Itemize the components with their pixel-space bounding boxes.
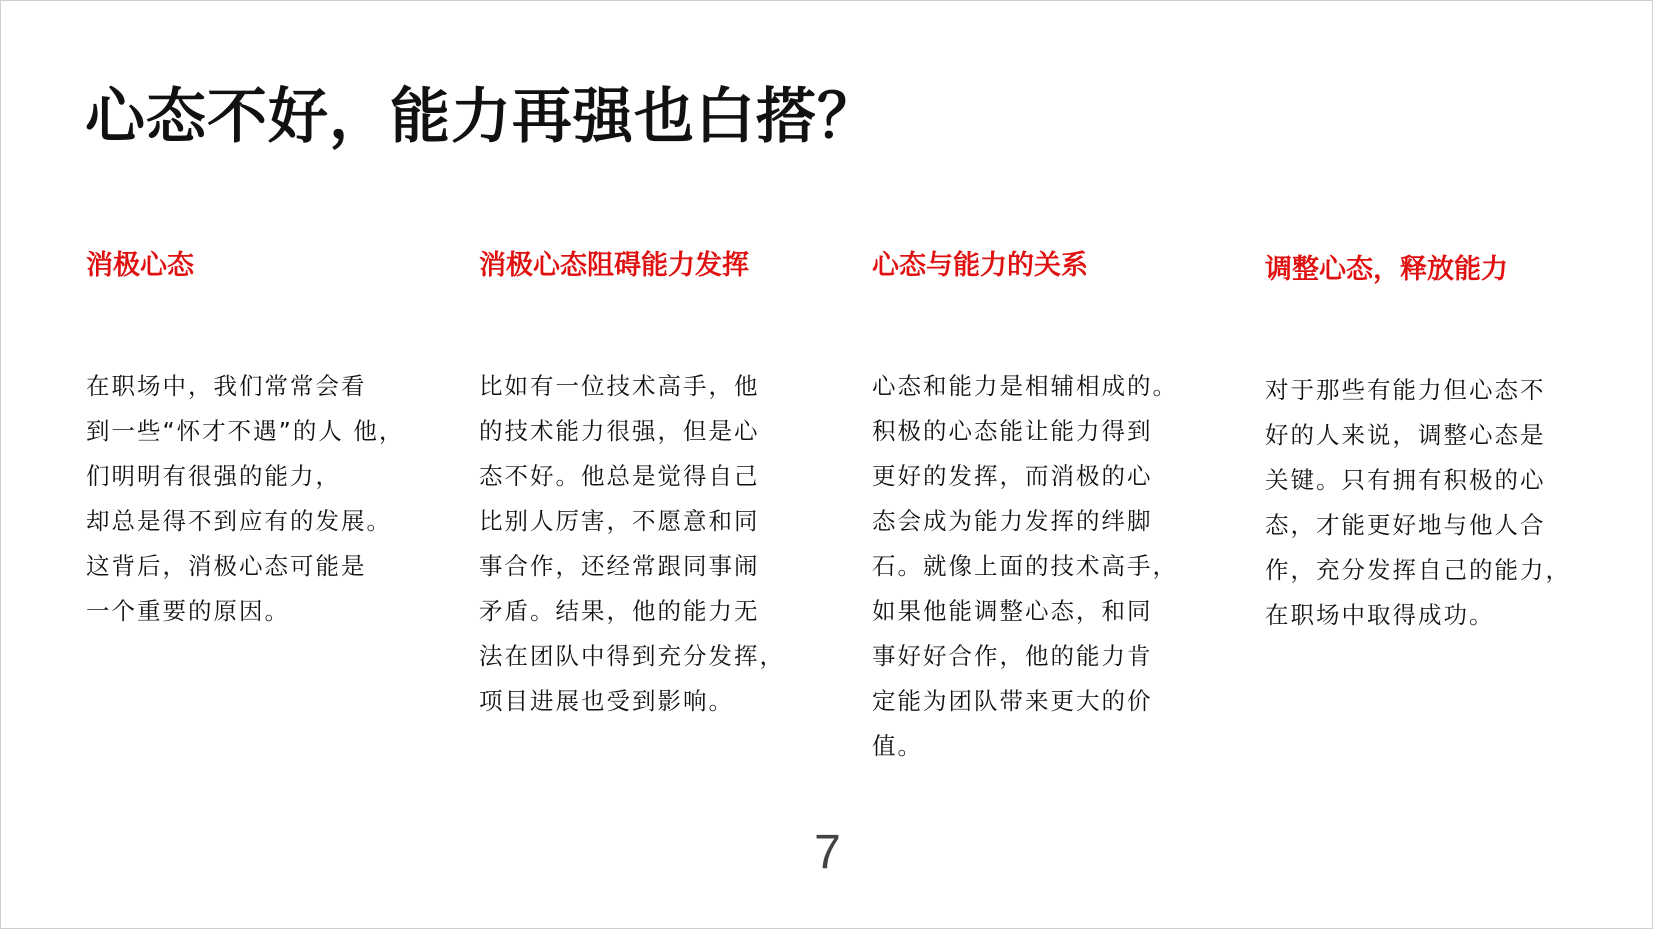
body-line: 作，充分发挥自己的能力， bbox=[1265, 556, 1571, 584]
body-line: 定能为团队带来更大的价 bbox=[872, 687, 1153, 715]
column-body bbox=[86, 364, 434, 634]
column-adjust-mindset bbox=[1265, 245, 1613, 638]
body-line: 项目进展也受到影响。 bbox=[479, 687, 734, 715]
body-line: 矛盾。结果，他的能力无 bbox=[479, 597, 760, 625]
column-heading: 消极心态 bbox=[86, 250, 194, 281]
body-line: 到一些“怀才不遇”的人 他， bbox=[86, 417, 405, 445]
column-heading: 心态与能力的关系 bbox=[872, 250, 1088, 281]
body-line: 态，才能更好地与他人合 bbox=[1265, 511, 1546, 539]
body-line: 在职场中取得成功。 bbox=[1265, 601, 1495, 629]
column-negative-mindset bbox=[86, 245, 434, 634]
body-line: 在职场中，我们常常会看 bbox=[86, 372, 367, 400]
body-line: 更好的发挥，而消极的心 bbox=[872, 462, 1153, 490]
body-line: 事好好合作，他的能力肯 bbox=[872, 642, 1153, 670]
body-line: 比如有一位技术高手，他 bbox=[479, 372, 760, 400]
slide-title: 心态不好，能力再强也白搭？ bbox=[85, 82, 878, 152]
body-line: 心态和能力是相辅相成的。 bbox=[872, 372, 1178, 400]
body-line: 比别人厉害，不愿意和同 bbox=[479, 507, 760, 535]
column-body bbox=[872, 364, 1220, 769]
column-heading: 调整心态，释放能力 bbox=[1265, 254, 1508, 285]
body-line: 们明明有很强的能力， bbox=[86, 462, 341, 490]
body-line: 却总是得不到应有的发展。 bbox=[86, 507, 392, 535]
body-line: 好的人来说，调整心态是 bbox=[1265, 421, 1546, 449]
column-heading: 消极心态阻碍能力发挥 bbox=[479, 250, 749, 281]
body-line: 这背后，消极心态可能是 bbox=[86, 552, 367, 580]
column-mindset-blocks-ability bbox=[479, 245, 827, 724]
column-body bbox=[479, 364, 827, 724]
column-mindset-ability-relation bbox=[872, 245, 1220, 769]
column-body bbox=[1265, 368, 1613, 638]
body-line: 事合作，还经常跟同事闹 bbox=[479, 552, 760, 580]
body-line: 态不好。他总是觉得自己 bbox=[479, 462, 760, 490]
body-line: 值。 bbox=[872, 732, 923, 760]
body-line: 法在团队中得到充分发挥， bbox=[479, 642, 785, 670]
body-line: 的技术能力很强，但是心 bbox=[479, 417, 760, 445]
body-line: 一个重要的原因。 bbox=[86, 597, 290, 625]
body-line: 关键。只有拥有积极的心 bbox=[1265, 466, 1546, 494]
page-number: 7 bbox=[814, 826, 841, 879]
body-line: 对于那些有能力但心态不 bbox=[1265, 376, 1546, 404]
body-line: 石。就像上面的技术高手， bbox=[872, 552, 1178, 580]
body-line: 态会成为能力发挥的绊脚 bbox=[872, 507, 1153, 535]
body-line: 积极的心态能让能力得到 bbox=[872, 417, 1153, 445]
body-line: 如果他能调整心态，和同 bbox=[872, 597, 1153, 625]
